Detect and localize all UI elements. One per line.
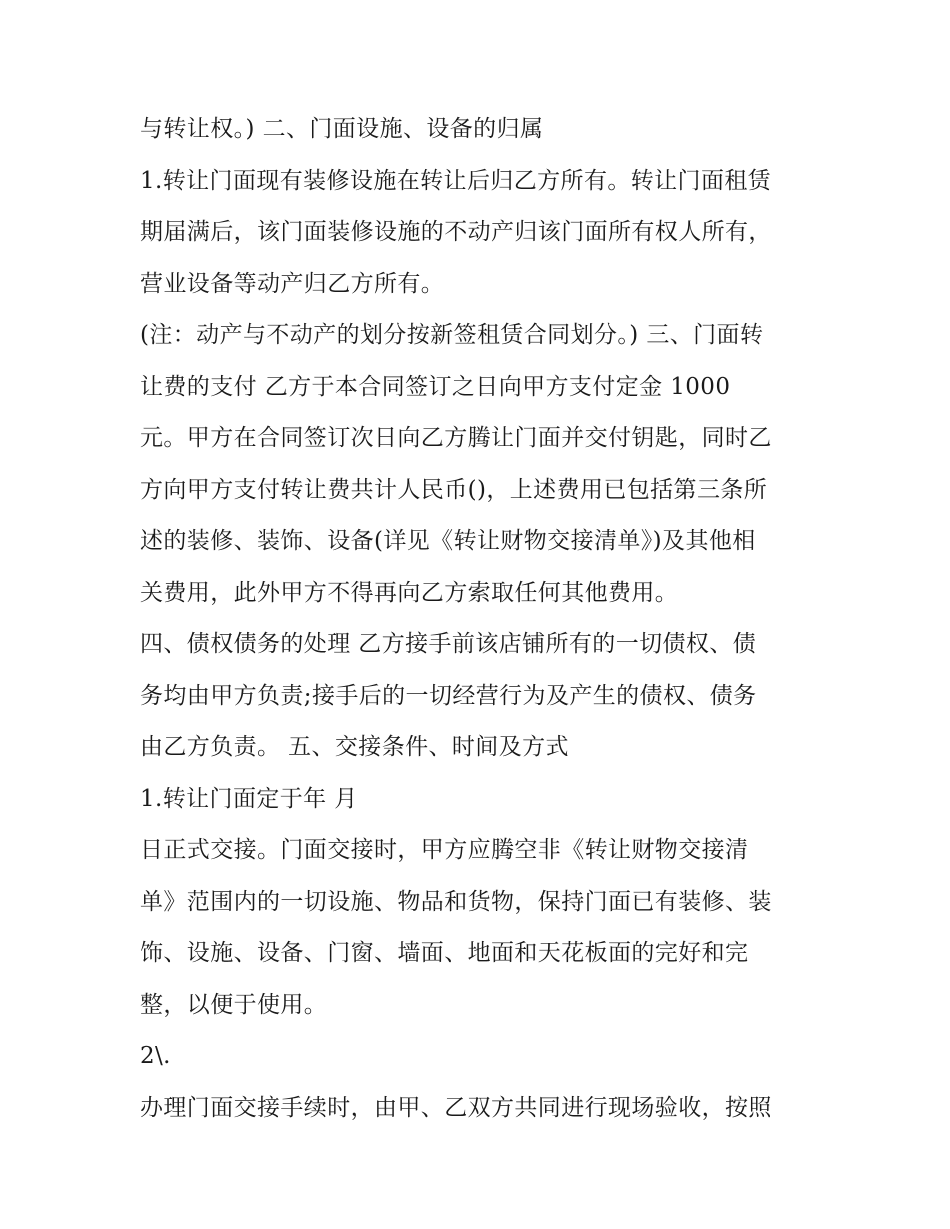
text-line: (注：动产与不动产的划分按新签租赁合同划分。) 三、门面转: [140, 322, 764, 348]
text-line: 营业设备等动产归乙方所有。: [140, 270, 445, 297]
text-line: 日正式交接。门面交接时，甲方应腾空非《转让财物交接清: [140, 837, 749, 863]
text-line: 述的装修、装饰、设备(详见《转让财物交接清单》)及其他相: [140, 528, 756, 554]
text-line: 关费用，此外甲方不得再向乙方索取任何其他费用。: [140, 579, 679, 606]
text-line: 整，以便于使用。: [140, 991, 328, 1018]
text-line: 与转让权。) 二、门面设施、设备的归属: [140, 116, 544, 142]
text-line: 饰、设施、设备、门窗、墙面、地面和天花板面的完好和完: [140, 940, 749, 966]
text-line: 1.转让门面现有装修设施在转让后归乙方所有。转让门面租赁: [140, 167, 772, 194]
text-line: 元。甲方在合同签订次日向乙方腾让门面并交付钥匙，同时乙: [140, 425, 772, 451]
text-line: 办理门面交接手续时，由甲、乙双方共同进行现场验收，按照: [140, 1094, 772, 1121]
text-line: 2\.: [140, 1043, 171, 1069]
contract-body-text: [140, 104, 840, 1134]
text-line: 方向甲方支付转让费共计人民币()，上述费用已包括第三条所: [140, 476, 768, 503]
text-line: 让费的支付 乙方于本合同签订之日向甲方支付定金 1000: [140, 373, 731, 400]
text-line: 1.转让门面定于年 月: [140, 785, 358, 812]
text-line: 务均由甲方负责;接手后的一切经营行为及产生的债权、债务: [140, 682, 757, 709]
text-line: 单》范围内的一切设施、物品和货物，保持门面已有装修、装: [140, 888, 772, 915]
text-line: 期届满后，该门面装修设施的不动产归该门面所有权人所有，: [140, 219, 772, 245]
text-line: 四、债权债务的处理 乙方接手前该店铺所有的一切债权、债: [140, 631, 757, 657]
text-line: 由乙方负责。 五、交接条件、时间及方式: [140, 734, 569, 760]
